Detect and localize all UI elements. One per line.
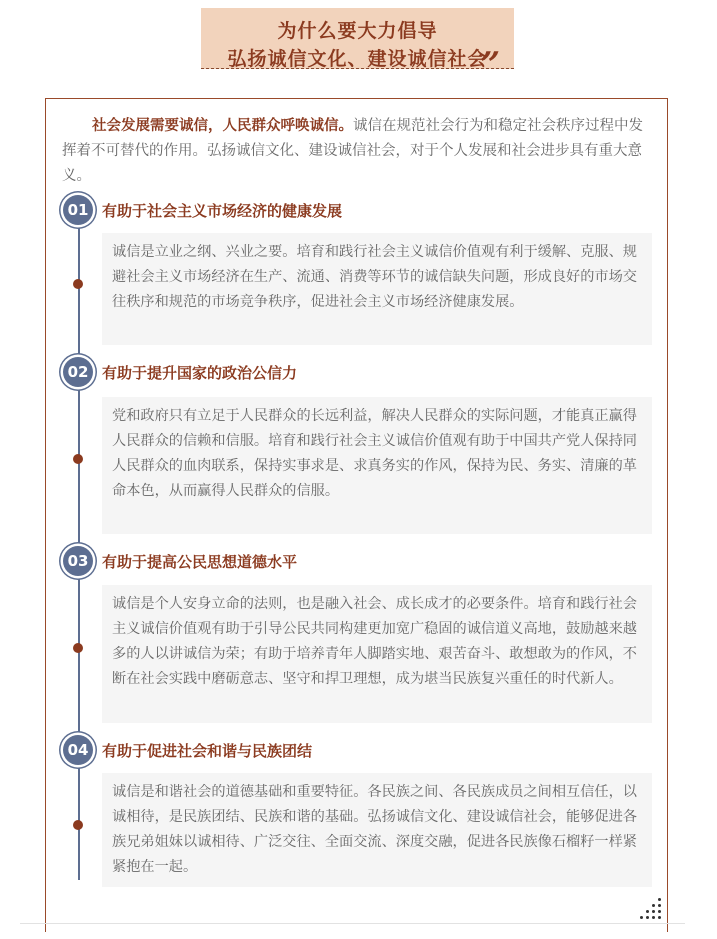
section-number-badge: 04 xyxy=(63,735,93,765)
intro-lead: 社会发展需要诚信，人民群众呼唤诚信。 xyxy=(92,118,353,134)
section-body: 诚信是和谐社会的道德基础和重要特征。各民族之间、各民族成员之间相互信任，以诚相待，是民族团结、民族和谐的基础。弘扬诚信文化、建设诚信社会，能够促进各族兄弟姐妹以诚相待、广泛交往、全面交流、深度交融，促进各民族像石榴籽一样紧紧抱在一起。 xyxy=(102,773,652,887)
page-title-line-2: 弘扬诚信文化、建设诚信社会 xyxy=(227,48,488,70)
section-heading: 有助于促进社会和谐与民族团结 xyxy=(102,742,313,760)
dots-icon xyxy=(638,898,664,920)
timeline-dot-icon xyxy=(73,643,83,653)
section-number-badge: 02 xyxy=(63,357,93,387)
section-body: 诚信是立业之纲、兴业之要。培育和践行社会主义诚信价值观有利于缓解、克服、规避社会主义市场经济在生产、流通、消费等环节的诚信缺失问题，形成良好的市场交往秩序和规范的市场竞争秩序，促进社会主义市场经济健康发展。 xyxy=(102,233,652,345)
timeline-dot-icon xyxy=(73,279,83,289)
section-heading: 有助于提升国家的政治公信力 xyxy=(102,364,298,382)
page-title-line-1: 为什么要大力倡导 xyxy=(277,20,438,42)
section-body: 党和政府只有立足于人民群众的长远利益，解决人民群众的实际问题，才能真正赢得人民群众的信赖和信服。培育和践行社会主义诚信价值观有助于中国共产党人保持同人民群众的血肉联系，保持实事求是、求真务实的作风，保持为民、务实、清廉的革命本色，从而赢得人民群众的信服。 xyxy=(102,397,652,534)
timeline-dot-icon xyxy=(73,454,83,464)
section-body: 诚信是个人安身立命的法则，也是融入社会、成长成才的必要条件。培育和践行社会主义诚信价值观有助于引导公民共同构建更加宽广稳固的诚信道义高地，鼓励越来越多的人以讲诚信为荣；有助于培养青年人脚踏实地、艰苦奋斗、敢想敢为的作风，不断在社会实践中磨砺意志、坚守和捍卫理想，成为堪当民族复兴重任的时代新人。 xyxy=(102,585,652,723)
section-number-badge: 01 xyxy=(63,195,93,225)
intro-body: 诚信在规范社会行为和稳定社会秩序过程中发挥着不可替代的作用。弘扬诚信文化、建设诚信社会，对于个人发展和社会进步具有重大意义。 xyxy=(62,118,643,184)
section-heading: 有助于提高公民思想道德水平 xyxy=(102,553,298,571)
quote-mark-icon: ” xyxy=(472,45,503,85)
section-heading: 有助于社会主义市场经济的健康发展 xyxy=(102,202,343,220)
section-number-badge: 03 xyxy=(63,546,93,576)
divider xyxy=(20,923,685,924)
title-box xyxy=(201,8,514,69)
intro-paragraph xyxy=(62,114,657,189)
timeline-dot-icon xyxy=(73,820,83,830)
